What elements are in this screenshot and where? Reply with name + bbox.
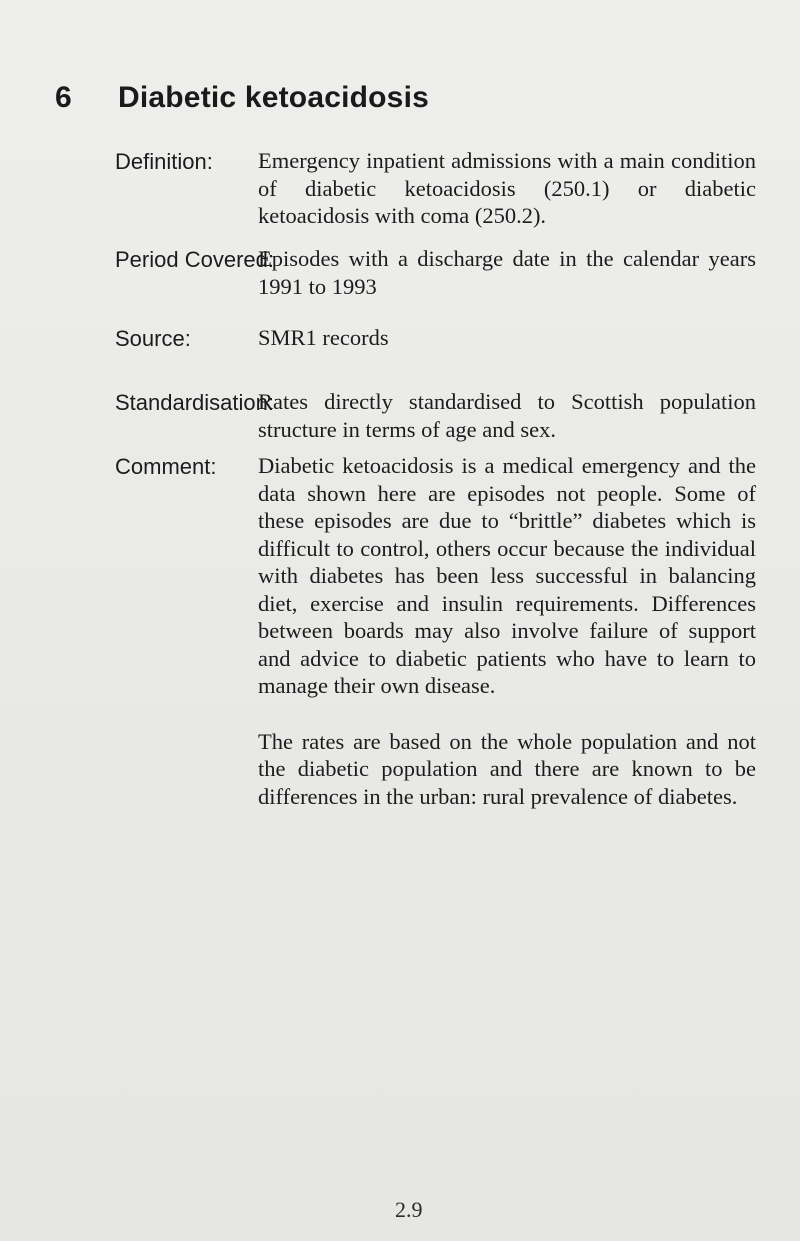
period-covered-text xyxy=(258,245,756,300)
standardisation-label: Standardisation: xyxy=(115,390,274,415)
page-number: 2.9 xyxy=(395,1197,423,1222)
chapter-title: Diabetic ketoacidosis xyxy=(118,81,429,114)
comment-paragraph: The rates are based on the whole population and not the diabetic population and there are known to be differences in the urban: rural prevalence of diabetes. xyxy=(258,728,756,809)
standardisation-text xyxy=(258,388,756,443)
definition-label: Definition: xyxy=(115,149,213,174)
source-label: Source: xyxy=(115,326,191,351)
definition-text xyxy=(258,147,756,230)
definition-paragraph: Emergency inpatient admissions with a main condition of diabetic ketoacidosis (250.1) or diabetic ketoacidosis with coma (250.2). xyxy=(258,148,756,228)
comment-paragraph: Diabetic ketoacidosis is a medical emergency and the data shown here are episodes not people. Some of these episodes are due to “brittle” diabetes which is difficult to control, others occur because the individual with diabetes has been less successful in balancing diet, exercise and insulin requirements. Differences between boards may also involve failure of support and advice to diabetic patients who have to learn to manage their own disease. xyxy=(258,453,756,698)
source-paragraph: SMR1 records xyxy=(258,325,389,350)
period-covered-paragraph: Episodes with a discharge date in the calendar years 1991 to 1993 xyxy=(258,246,756,299)
comment-text xyxy=(258,452,756,810)
standardisation-paragraph: Rates directly standardised to Scottish population structure in terms of age and sex. xyxy=(258,389,756,442)
source-text xyxy=(258,324,756,352)
period-covered-label: Period Covered: xyxy=(115,247,274,272)
comment-label: Comment: xyxy=(115,454,217,479)
chapter-number: 6 xyxy=(55,81,72,114)
